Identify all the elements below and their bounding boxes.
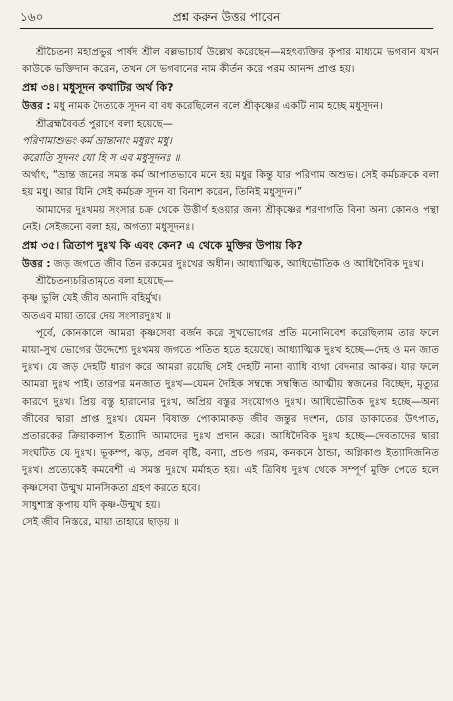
- verse-1-line-1: পরিণামাশুভং কর্ম ভ্রান্তানাং মধুরং মধু।: [22, 135, 172, 147]
- running-title: প্রশ্ন করুন উত্তর পাবেন: [172, 10, 281, 24]
- verse-2-line-2: অতএব মায়া তারে দেয় সংসারদুঃখ ॥: [22, 310, 172, 322]
- verse-3-line-1: সাধুশাস্ত্র কৃপায় যদি কৃষ্ণ-উন্মুখ হয়।: [22, 499, 161, 511]
- answer-35-text: জড় জগতে জীব তিন রকমের দুঃখের অধীন। আধ্যাত্মিক, আধিভৌতিক ও আধিদৈবিক দুঃখ।: [53, 259, 424, 271]
- answer-34: [22, 98, 439, 115]
- question-34: প্রশ্ন ৩৪। মধুসূদন কথাটির অর্থ কি?: [22, 81, 174, 95]
- paragraph-intro: শ্রীচৈতন্য মহাপ্রভুর পার্ষদ শ্রীল বল্লভাচার্য উল্লেখ করেছেন—মহৎব্যক্তির কৃপার মাধ্যমে ভগবান যখন কাউকে ভক্তিদান করেন, তখন সে ভগবানের নাম কীর্তন করে পরম আনন্দ প্রাপ্ত হয়।: [22, 47, 439, 76]
- paragraph-cc: শ্রীচৈতন্যচরিতামৃতে বলা হয়েছে—: [36, 276, 174, 288]
- answer-35: [22, 256, 439, 273]
- page-number: ১৬০: [20, 10, 44, 24]
- page-header: [20, 6, 433, 29]
- answer-34-text: মধু নামক দৈত্যকে সূদন বা বধ করেছিলেন বলে শ্রীকৃষ্ণের একটি নাম হচ্ছে মধুসূদন।: [53, 101, 383, 113]
- paragraph-meaning: অর্থাৎ, “ভ্রান্ত জনের সমস্ত কর্ম আপাতভাবে মনে হয় মধুর কিন্তু যার পরিণাম অশুভ। সেই কর্মচক্রকে বলা হয় মধু। আর যিনি সেই কর্মচক্র সূদন বা বিনাশ করেন, তিনিই মধুসূদন।”: [22, 170, 439, 199]
- verse-1-line-2: করোতি সূদনং যো হি স এব মধুসূদনঃ ॥: [22, 153, 180, 165]
- paragraph-sansara: আমাদের দুঃখময় সংসার চক্র থেকে উত্তীর্ণ হওয়ার জন্য শ্রীকৃষ্ণের শরণাগতি বিনা অন্য কোনও পন্থা নেই। সেইজন্যে বলা হয়, অগত্যা মধুসূদনঃ।: [22, 204, 439, 233]
- paragraph-brahma: শ্রীব্রহ্মবৈবর্ত পুরাণে বলা হয়েছে—: [36, 118, 173, 130]
- paragraph-long: পূর্বে, কোনকালে আমরা কৃষ্ণসেবা বর্জন করে সুখভোগের প্রতি মনোনিবেশ করেছিলাম তার ফলে মায়া-সুখ ভোগের উদ্দেশ্যে দুঃখময় জগতে পতিত হতে হয়েছে। আধ্যাত্মিক দুঃখ হচ্ছে—দেহ ও মন জাত দুঃখ। যে জড় দেহটি ধারণ করে আমরা রয়েছি সেই দেহটি নানা ব্যাধি ব্যথা বেদনার আকর। যার ফলে আমরা দুঃখ পাই। তারপর মনজাত দুঃখ—যেমন দৈহিক সম্বন্ধে সম্বন্ধিত আত্মীয় স্বজনের বিচ্ছেদ, মৃত্যুর কারণে দুঃখ। প্রিয় বস্তু হারানোর দুঃখ, অপ্রিয় বস্তুর সংযোগও দুঃখ। আধিভৌতিক দুঃখ হচ্ছে—অন্য জীবের দ্বারা প্রাপ্ত দুঃখ। যেমন বিষাক্ত পোকামাকড় জীব জন্তুর দংশন, চোর ডাকাতের উৎপাত, প্রতারকের ক্রিয়াকলাপ ইত্যাদি আমাদের দুঃখ প্রদান করে। আধিদৈবিক দুঃখ হচ্ছে—দেবতাদের দ্বারা সংঘটিত যে দুঃখ। ভূকম্প, ঝড়, প্রবল বৃষ্টি, বন্যা, প্রচণ্ড গরম, কনকনে ঠান্ডা, অগ্নিকাণ্ড ইত্যাদিজনিত দুঃখ। প্রত্যেকেই কমবেশী এ সমস্ত দুঃখে মর্মাহত হয়। এই ত্রিবিধ দুঃখ থেকে সম্পূর্ণ মুক্তি পেতে হলে কৃষ্ণসেবা উন্মুখ মানসিকতা গ্রহণ করতে হবে।: [22, 327, 439, 494]
- verse-3-line-2: সেই জীব নিস্তরে, মায়া তাহারে ছাড়য় ॥: [22, 517, 179, 529]
- question-35: প্রশ্ন ৩৫। ত্রিতাপ দুঃখ কি এবং কেন? এ থেকে মুক্তির উপায় কি?: [22, 239, 303, 253]
- answer-label: উত্তর :: [22, 259, 51, 271]
- verse-2-line-1: কৃষ্ণ ভুলি যেই জীব অনাদি বহির্মুখ।: [22, 293, 162, 305]
- page-body: [22, 44, 439, 531]
- answer-label: উত্তর :: [22, 101, 51, 113]
